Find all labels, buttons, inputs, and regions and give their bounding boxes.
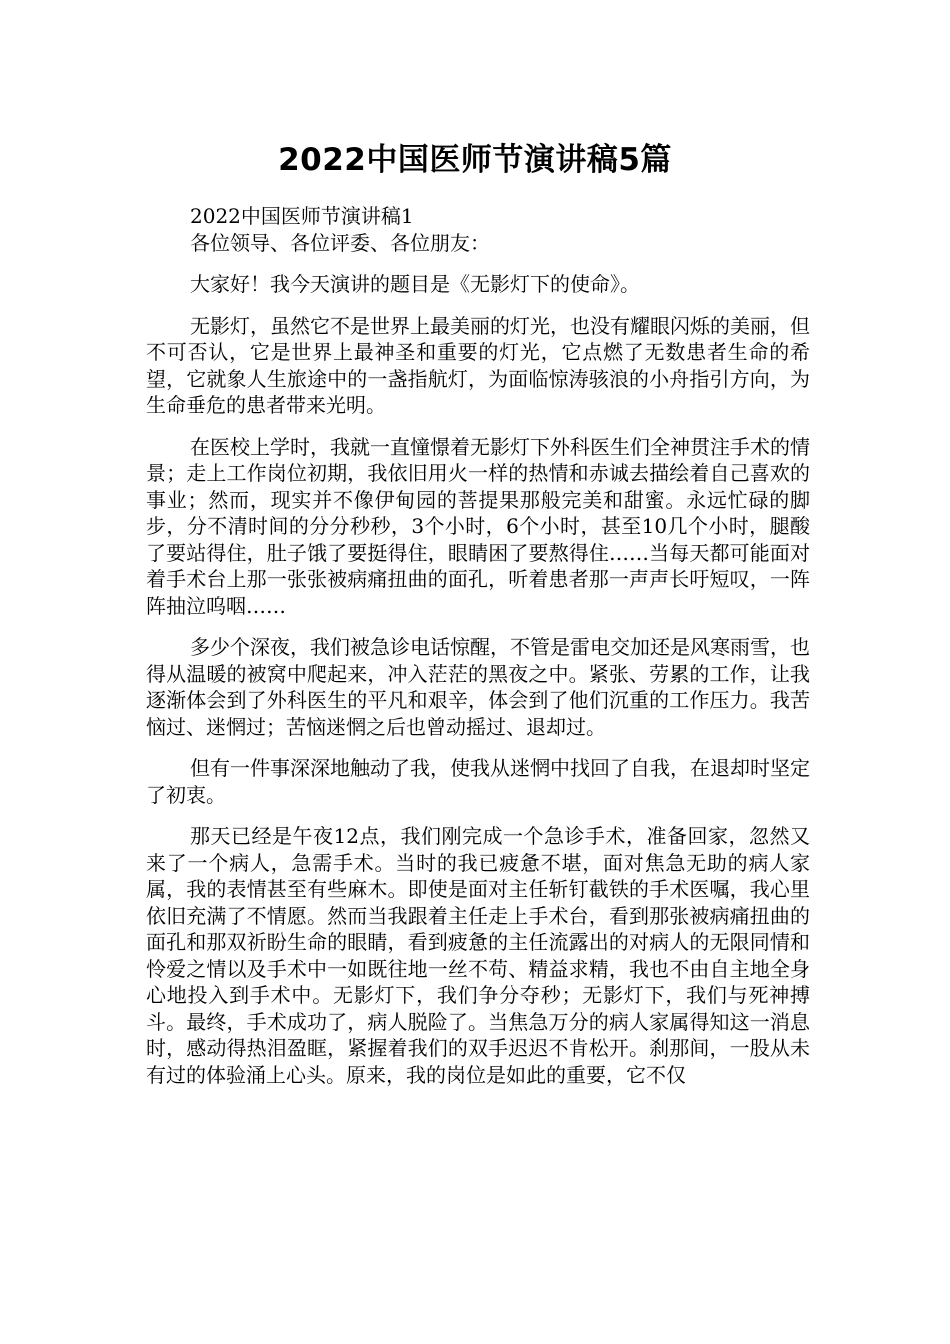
document-title: 2022中国医师节演讲稿5篇: [278, 142, 672, 178]
paragraph-2: 无影灯，虽然它不是世界上最美丽的灯光，也没有耀眼闪烁的美丽，但不可否认，它是世界上最神圣和重要的灯光，它点燃了无数患者生命的希望，它就象人生旅途中的一盏指航灯，为面临惊涛骇浪的小舟指引方向，为生命垂危的患者带来光明。: [146, 313, 810, 417]
paragraph-4: 多少个深夜，我们被急诊电话惊醒，不管是雷电交加还是风寒雨雪，也得从温暖的被窝中爬起来，冲入茫茫的黑夜之中。紧张、劳累的工作，让我逐渐体会到了外科医生的平凡和艰辛，体会到了他们沉重的工作压力。我苦恼过、迷惘过；苦恼迷惘之后也曾动摇过、退却过。: [146, 635, 810, 739]
paragraph-5: 但有一件事深深地触动了我，使我从迷惘中找回了自我，在退却时坚定了初衷。: [146, 756, 810, 807]
subtitle: 2022中国医师节演讲稿1: [190, 204, 414, 228]
paragraph-3: 在医校上学时，我就一直憧憬着无影灯下外科医生们全神贯注手术的情景；走上工作岗位初期，我依旧用火一样的热情和赤诚去描绘着自己喜欢的事业；然而，现实并不像伊甸园的菩提果那般完美和甜蜜。永远忙碌的脚步，分不清时间的分分秒秒，3个小时，6个小时，甚至10几个小时，腿酸了要站得住，肚子饿了要挺得住，眼睛困了要熬得住……当每天都可能面对着手术台上那一张张被病痛扭曲的面孔，听着患者那一声声长吁短叹，一阵阵抽泣呜咽……: [146, 434, 810, 618]
document-body: [146, 203, 810, 1103]
salutation: 各位领导、各位评委、各位朋友：: [190, 230, 490, 255]
paragraph-6: 那天已经是午夜12点，我们刚完成一个急诊手术，准备回家，忽然又来了一个病人，急需手术。当时的我已疲惫不堪，面对焦急无助的病人家属，我的表情甚至有些麻木。即使是面对主任斩钉截铁的手术医嘱，我心里依旧充满了不情愿。然而当我跟着主任走上手术台，看到那张被病痛扭曲的面孔和那双祈盼生命的眼睛，看到疲惫的主任流露出的对病人的无限同情和怜爱之情以及手术中一如既往地一丝不苟、精益求精，我也不由自主地全身心地投入到手术中。无影灯下，我们争分夺秒；无影灯下，我们与死神搏斗。最终，手术成功了，病人脱险了。当焦急万分的病人家属得知这一消息时，感动得热泪盈眶，紧握着我们的双手迟迟不肯松开。刹那间，一股从未有过的体验涌上心头。原来，我的岗位是如此的重要，它不仅: [146, 824, 810, 1087]
paragraph-1: 大家好！我今天演讲的题目是《无影灯下的使命》。: [190, 272, 640, 296]
